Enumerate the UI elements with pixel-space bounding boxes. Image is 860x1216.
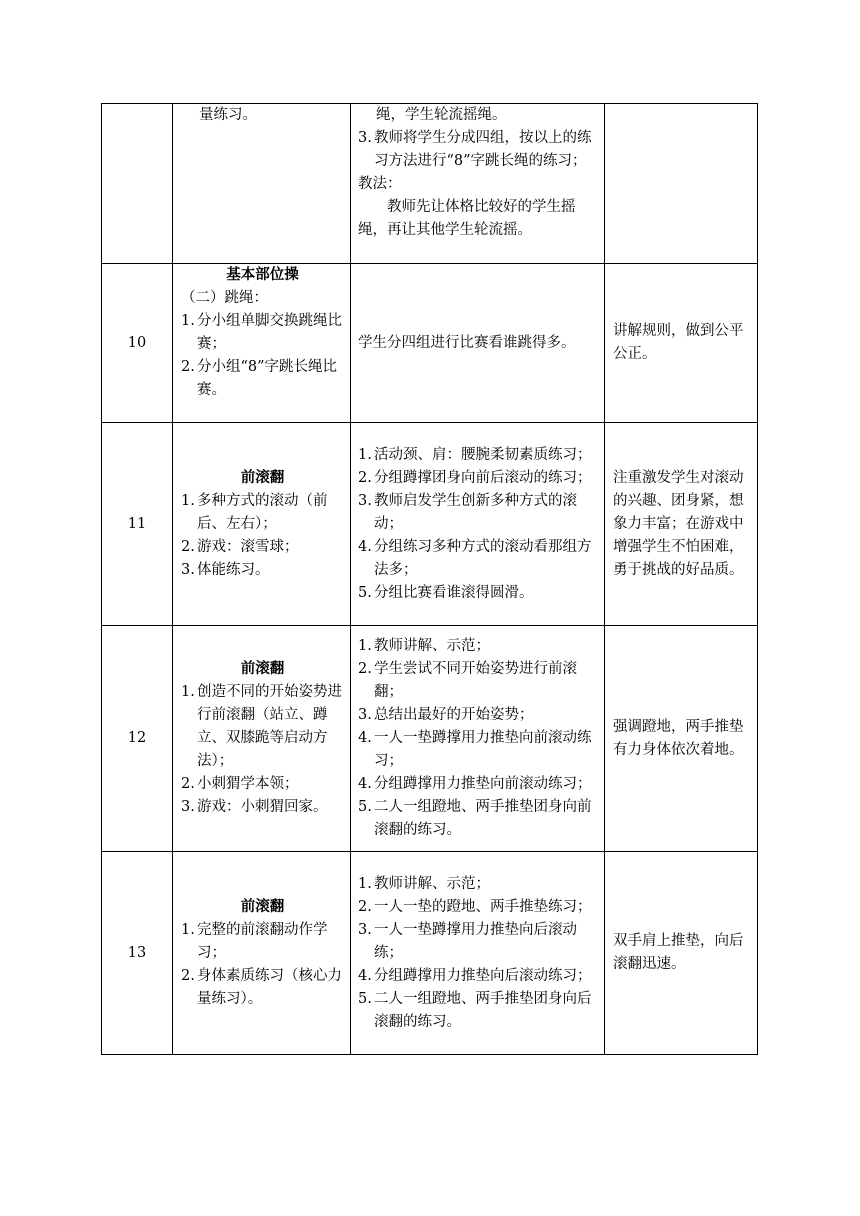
list-item [358, 896, 598, 919]
topic-text: 量练习。 [199, 107, 257, 123]
list-item [181, 536, 344, 559]
item-text: 一人一垫蹲撑用力推垫向前滚动练习； [374, 730, 592, 769]
list-item [358, 873, 598, 896]
item-number: 4. [358, 730, 372, 746]
list-item [358, 582, 598, 605]
list-item [181, 356, 344, 402]
item-text: 分小组“8”字跳长绳比赛。 [197, 359, 338, 398]
item-text: 教师讲解、示范； [374, 875, 490, 892]
item-text: 完整的前滚翻动作学习； [197, 921, 328, 961]
item-text: 小刺猬学本领； [197, 776, 299, 792]
item-text: 总结出最好的开始姿势； [374, 707, 534, 723]
topic-cell [173, 264, 351, 423]
method-cell [351, 104, 605, 264]
item-text: 学生尝试不同开始姿势进行前滚翻； [374, 661, 577, 700]
list-item [358, 467, 598, 490]
item-text: 二人一组蹬地、两手推垫团身向后滚翻的练习。 [374, 990, 592, 1030]
table-row [102, 626, 758, 852]
item-text: 创造不同的开始姿势进行前滚翻（站立、蹲立、双膝跪等启动方法）； [197, 684, 342, 769]
list-item [358, 444, 598, 467]
topic-subheading: （二）跳绳： [181, 290, 268, 306]
item-number: 3. [181, 561, 195, 578]
list-item [358, 536, 598, 582]
item-text: 活动颈、肩：腰腕柔韧素质练习； [374, 446, 592, 463]
item-number: 4. [358, 776, 372, 792]
list-item [358, 635, 598, 658]
list-item [358, 704, 598, 727]
list-item [181, 681, 344, 773]
item-number: 3. [358, 921, 372, 938]
item-number: 2. [358, 898, 372, 915]
topic-list [181, 490, 344, 582]
item-text: 教师讲解、示范； [374, 638, 490, 654]
item-number: 1. [358, 638, 372, 654]
lesson-plan-table [101, 103, 758, 1055]
item-number: 1. [181, 492, 195, 509]
item-text: 分组蹲撑用力推垫向前滚动练习； [374, 776, 592, 792]
lesson-number-cell: 13 [102, 852, 173, 1055]
list-item [181, 773, 344, 796]
list-item [358, 727, 598, 773]
item-text: 教师启发学生创新多种方式的滚动； [374, 492, 577, 532]
topic-heading: 前滚翻 [240, 469, 285, 486]
method-list [358, 635, 598, 842]
list-item [358, 796, 598, 842]
table-row [102, 852, 758, 1055]
topic-cell [173, 104, 351, 264]
item-number: 2. [181, 538, 195, 555]
note-cell: 注重激发学生对滚动的兴趣、团身紧，想象力丰富；在游戏中增强学生不怕困难，勇于挑战的好品质。 [605, 423, 758, 626]
item-text: 身体素质练习（核心力量练习）。 [197, 967, 342, 1007]
method-extra-label: 教法： [358, 176, 402, 192]
item-text: 多种方式的滚动（前后、左右）； [197, 492, 328, 532]
topic-cell [173, 423, 351, 626]
method-text: 学生分四组进行比赛看谁跳得多。 [358, 334, 576, 351]
item-number: 3. [358, 130, 372, 146]
lesson-number-cell: 10 [102, 264, 173, 423]
item-number: 2. [358, 469, 372, 486]
topic-cell [173, 626, 351, 852]
item-text: 二人一组蹬地、两手推垫团身向前滚翻的练习。 [374, 799, 592, 838]
item-number: 2. [181, 967, 195, 984]
topic-list [181, 310, 344, 402]
list-item [358, 127, 598, 173]
item-text: 教师将学生分成四组，按以上的练习方法进行“8”字跳长绳的练习； [374, 130, 592, 169]
list-item [358, 965, 598, 988]
method-list [358, 444, 598, 605]
method-list [358, 873, 598, 1034]
item-text: 分组练习多种方式的滚动看那组方法多； [374, 538, 592, 578]
topic-list [181, 919, 344, 1011]
method-extra-text: 教师先让体格比较好的学生摇绳，再让其他学生轮流摇。 [358, 199, 576, 238]
item-number: 5. [358, 990, 372, 1007]
note-cell: 强调蹬地，两手推垫有力身体依次着地。 [605, 626, 758, 852]
list-item [181, 559, 344, 582]
note-cell [605, 104, 758, 264]
list-item [181, 490, 344, 536]
list-item [358, 773, 598, 796]
item-number: 1. [358, 875, 372, 892]
method-cell [351, 626, 605, 852]
list-item [181, 919, 344, 965]
item-text: 游戏：滚雪球； [197, 538, 299, 555]
item-number: 4. [358, 967, 372, 984]
item-number: 4. [358, 538, 372, 555]
item-number: 2. [181, 776, 195, 792]
note-cell: 双手肩上推垫，向后滚翻迅速。 [605, 852, 758, 1055]
item-text: 一人一垫蹲撑用力推垫向后滚动练； [374, 921, 577, 961]
list-item [358, 988, 598, 1034]
list-item [181, 965, 344, 1011]
note-cell: 讲解规则，做到公平公正。 [605, 264, 758, 423]
topic-heading: 基本部位操 [226, 267, 299, 283]
item-number: 3. [358, 707, 372, 723]
item-number: 1. [181, 921, 195, 938]
lesson-number-cell: 12 [102, 626, 173, 852]
item-number: 5. [358, 584, 372, 601]
list-item [181, 310, 344, 356]
item-text: 分组比赛看谁滚得圆滑。 [374, 584, 534, 601]
item-number: 3. [358, 492, 372, 509]
method-list [358, 127, 598, 173]
list-item [181, 796, 344, 819]
lesson-number-cell: 11 [102, 423, 173, 626]
item-number: 1. [181, 684, 195, 700]
method-cell [351, 264, 605, 423]
list-item [358, 490, 598, 536]
method-line: 绳，学生轮流摇绳。 [376, 107, 507, 123]
item-text: 分小组单脚交换跳绳比赛； [197, 313, 342, 352]
item-text: 分组蹲撑用力推垫向后滚动练习； [374, 967, 592, 984]
item-number: 3. [181, 799, 195, 815]
list-item [358, 658, 598, 704]
item-number: 2. [181, 359, 195, 375]
table-row [102, 264, 758, 423]
item-text: 一人一垫的蹬地、两手推垫练习； [374, 898, 592, 915]
item-number: 2. [358, 661, 372, 677]
item-text: 体能练习。 [197, 561, 270, 578]
lesson-number-cell [102, 104, 173, 264]
item-number: 1. [358, 446, 372, 463]
topic-cell [173, 852, 351, 1055]
method-cell [351, 423, 605, 626]
topic-heading: 前滚翻 [240, 661, 285, 677]
item-text: 分组蹲撑团身向前后滚动的练习； [374, 469, 592, 486]
method-cell [351, 852, 605, 1055]
item-text: 游戏：小刺猬回家。 [197, 799, 328, 815]
list-item [358, 919, 598, 965]
item-number: 1. [181, 313, 195, 329]
topic-heading: 前滚翻 [240, 898, 285, 915]
table-row [102, 423, 758, 626]
table-row [102, 104, 758, 264]
topic-list [181, 681, 344, 819]
item-number: 5. [358, 799, 372, 815]
